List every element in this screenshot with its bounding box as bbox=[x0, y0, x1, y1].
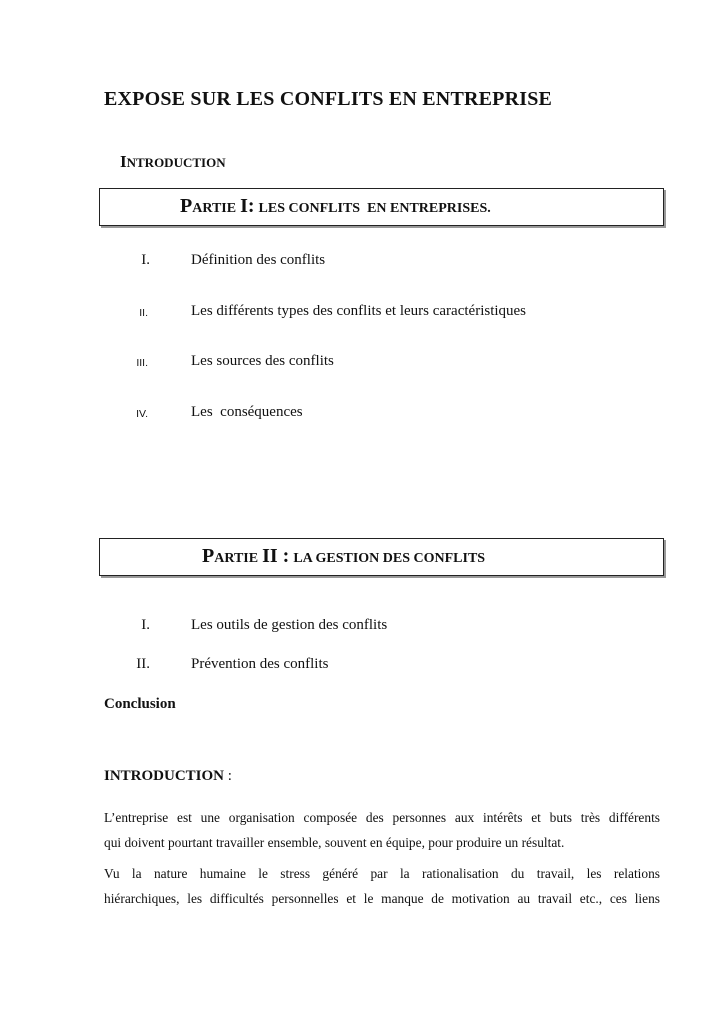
part2-item-text: Prévention des conflits bbox=[191, 656, 329, 672]
intro-paragraph bbox=[104, 805, 660, 855]
part2-title-initial: P bbox=[202, 545, 215, 567]
introduction-heading-rest: NTRODUCTION bbox=[126, 155, 226, 170]
part1-item-numeral: III. bbox=[136, 357, 148, 369]
intro-section-heading-colon: : bbox=[224, 768, 232, 784]
intro-section-heading bbox=[104, 768, 232, 785]
conclusion-heading: Conclusion bbox=[104, 696, 176, 712]
part1-item-text: Les conséquences bbox=[191, 404, 303, 420]
introduction-heading bbox=[120, 152, 226, 172]
paragraph-line: hiérarchiques, les difficultés personnelles et le manque de motivation au travail etc., ces liens bbox=[104, 891, 660, 906]
part1-item-numeral: I. bbox=[141, 252, 150, 268]
paragraph-line: Vu la nature humaine le stress généré par la rationalisation du travail, les relations bbox=[104, 866, 660, 881]
part1-item-numeral: II. bbox=[139, 307, 148, 319]
part2-title-rest: LA GESTION DES CONFLITS bbox=[293, 551, 486, 566]
part1-title-initial: P bbox=[180, 195, 193, 217]
document-title: EXPOSE SUR LES CONFLITS EN ENTREPRISE bbox=[104, 88, 553, 110]
part1-title bbox=[180, 195, 491, 218]
part1-item-numeral: IV. bbox=[136, 408, 148, 420]
part2-title bbox=[202, 545, 485, 568]
part1-title-rest: LES CONFLITS EN ENTREPRISES. bbox=[258, 201, 491, 216]
introduction-heading-initial: I bbox=[120, 152, 127, 171]
part2-item-numeral: I. bbox=[141, 617, 150, 633]
intro-paragraph bbox=[104, 861, 660, 911]
part2-title-box bbox=[99, 538, 664, 576]
part2-item-text: Les outils de gestion des conflits bbox=[191, 617, 388, 633]
part1-item-text: Définition des conflits bbox=[191, 252, 326, 268]
part1-title-numeral: I: bbox=[240, 195, 255, 217]
part2-item-numeral: II. bbox=[136, 656, 150, 672]
intro-section-heading-text: INTRODUCTION bbox=[104, 768, 225, 784]
part1-item-text: Les différents types des conflits et leurs caractéristiques bbox=[191, 303, 527, 319]
paragraph-line: qui doivent pourtant travailler ensemble, souvent en équipe, pour produire un résultat. bbox=[104, 835, 565, 850]
part2-title-word: ARTIE bbox=[214, 551, 259, 566]
part1-item-text: Les sources des conflits bbox=[191, 353, 334, 369]
part1-title-box bbox=[99, 188, 664, 226]
part2-title-numeral: II : bbox=[262, 545, 290, 567]
paragraph-line: L’entreprise est une organisation composée des personnes aux intérêts et buts très différents bbox=[104, 810, 660, 825]
part1-title-word: ARTIE bbox=[192, 201, 237, 216]
